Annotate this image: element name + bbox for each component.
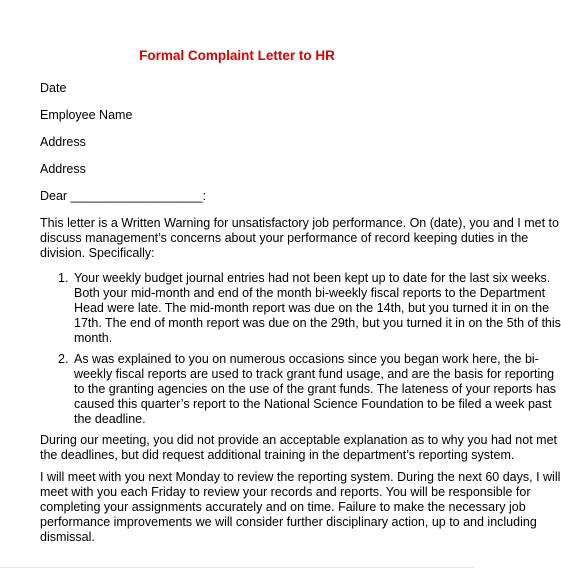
list-item-line: 17th. The end of month report was due on the 29th, but you turned it in on the 5th of this — [74, 316, 561, 330]
document-title: Formal Complaint Letter to HR — [139, 48, 335, 63]
list-item-line: caused this quarter’s report to the National Science Foundation to be filed a week past — [74, 397, 552, 411]
closing-line: performance improvements we will consider further disciplinary action, up to and including — [40, 515, 537, 529]
date-field: Date — [40, 81, 67, 95]
list-item-line: month. — [74, 331, 113, 345]
list-item-line: Head were late. The mid-month report was due on the 14th, but you turned it in on the — [74, 301, 550, 315]
closing-line: dismissal. — [40, 530, 95, 544]
list-item-line: weekly fiscal reports are used to track grant fund usage, and are the basis for reporting — [74, 367, 555, 381]
list-item-number: 1. — [58, 271, 69, 285]
meeting-line: During our meeting, you did not provide an acceptable explanation as to why you had not met — [40, 433, 557, 447]
closing-line: completing your assignments accurately and on time. Failure to make the necessary job — [40, 500, 526, 514]
intro-line: discuss management’s concerns about your performance of record keeping duties in the — [40, 231, 529, 245]
intro-line: division. Specifically: — [40, 246, 155, 260]
meeting-line: the deadlines, but did request additional training in the department’s reporting system. — [40, 448, 515, 462]
list-item-line: As was explained to you on numerous occasions since you began work here, the bi- — [74, 352, 539, 366]
list-item-line: Your weekly budget journal entries had not been kept up to date for the last six weeks. — [74, 271, 551, 285]
closing-line: I will meet with you next Monday to review the reporting system. During the next 60 days, I will — [40, 470, 561, 484]
page-divider — [0, 567, 474, 568]
list-item-line: the deadline. — [74, 412, 146, 426]
intro-line: This letter is a Written Warning for unsatisfactory job performance. On (date), you and I met to — [40, 216, 559, 230]
employee-name-field: Employee Name — [40, 108, 133, 122]
list-item-line: Both your mid-month and end of the month bi-weekly fiscal reports to the Department — [74, 286, 546, 300]
salutation: Dear ___________________: — [40, 189, 207, 203]
address-field: Address — [40, 135, 86, 149]
closing-line: meet with you each Friday to review your records and reports. You will be responsible for — [40, 485, 531, 499]
address-field-2: Address — [40, 162, 86, 176]
list-item-line: to the granting agencies on the use of the grant funds. The lateness of your reports has — [74, 382, 557, 396]
list-item-number: 2. — [58, 352, 69, 366]
